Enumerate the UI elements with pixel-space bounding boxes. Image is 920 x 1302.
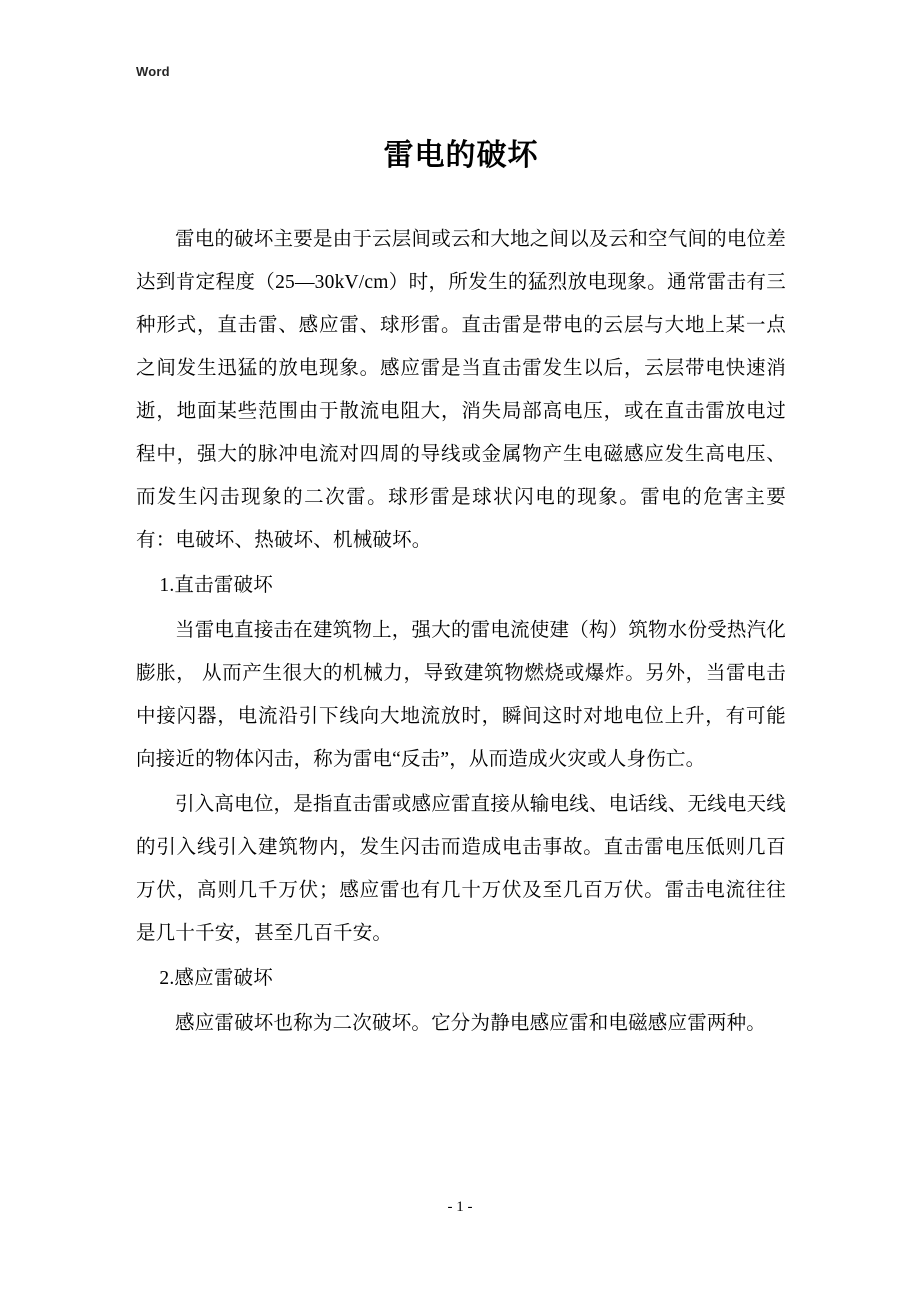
page-footer: - 1 - <box>447 1199 473 1215</box>
paragraph-high-potential: 引入高电位，是指直击雷或感应雷直接从输电线、电话线、无线电天线的引入线引入建筑物内，发生闪击而造成电击事故。直击雷电压低则几百万伏，高则几千万伏；感应雷也有几十万伏及至几百万伏。雷击电流往往是几十千安，甚至几百千安。 <box>136 794 786 944</box>
header-watermark: Word <box>136 64 170 79</box>
section-heading-2: 2.感应雷破坏 <box>159 968 273 989</box>
document-body <box>136 130 786 1047</box>
paragraph-direct-strike: 当雷电直接击在建筑物上，强大的雷电流使建（构）筑物水份受热汽化膨胀， 从而产生很大的机械力，导致建筑物燃烧或爆炸。另外，当雷电击中接闪器，电流沿引下线向大地流放时，瞬间这时对地电位上升，有可能向接近的物体闪击，称为雷电“反击”，从而造成火灾或人身伤亡。 <box>136 620 786 770</box>
paragraph-induction: 感应雷破坏也称为二次破坏。它分为静电感应雷和电磁感应雷两种。 <box>175 1013 767 1034</box>
section-heading-1: 1.直击雷破坏 <box>159 575 273 596</box>
page-title: 雷电的破坏 <box>383 139 539 172</box>
paragraph-intro: 雷电的破坏主要是由于云层间或云和大地之间以及云和空气间的电位差达到肯定程度（25—30kV/cm）时，所发生的猛烈放电现象。通常雷击有三种形式，直击雷、感应雷、球形雷。直击雷是带电的云层与大地上某一点之间发生迅猛的放电现象。感应雷是当直击雷发生以后，云层带电快速消逝，地面某些范围由于散流电阻大，消失局部高电压，或在直击雷放电过程中，强大的脉冲电流对四周的导线或金属物产生电磁感应发生高电压、而发生闪击现象的二次雷。球形雷是球状闪电的现象。雷电的危害主要有：电破坏、热破坏、机械破坏。 <box>136 229 786 551</box>
